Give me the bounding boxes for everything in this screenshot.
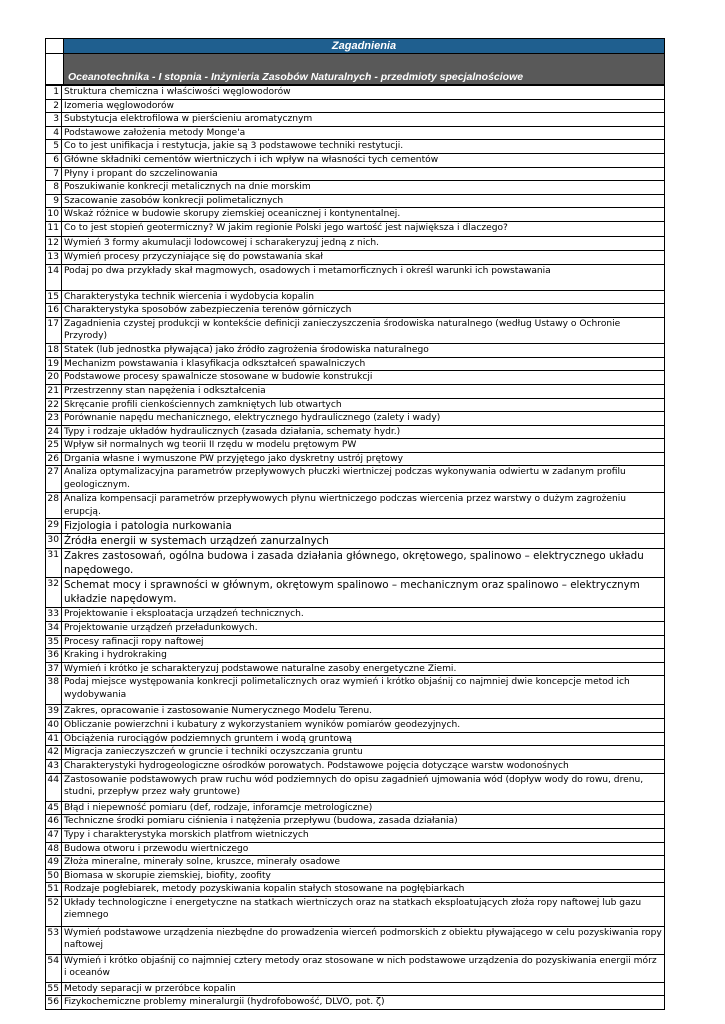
topic-cell: Charakterystyki hydrogeologiczne ośrodków porowatych. Podstawowe pojęcia dotyczące warstw wodonośnych <box>62 759 665 773</box>
table-row <box>46 466 665 493</box>
row-number: 39 <box>46 705 62 719</box>
table-row <box>46 662 665 676</box>
topic-cell: Drgania własne i wymuszone PW przyjętego jako dyskretny ustrój prętowy <box>62 452 665 466</box>
table-row <box>46 982 665 996</box>
topic-cell: Kraking i hydrokraking <box>62 649 665 663</box>
table-row <box>46 194 665 208</box>
row-number: 5 <box>46 140 62 154</box>
row-number: 40 <box>46 718 62 732</box>
subheader-row <box>45 53 665 85</box>
topic-cell: Główne składniki cementów wiertniczych i ich wpływ na własności tych cementów <box>62 153 665 167</box>
table-row <box>46 398 665 412</box>
table-row <box>46 746 665 760</box>
row-number: 49 <box>46 856 62 870</box>
table-row <box>46 452 665 466</box>
topic-cell: Metody separacji w przeróbce kopalin <box>62 982 665 996</box>
table-row <box>46 578 665 608</box>
table-row <box>46 99 665 113</box>
row-number: 1 <box>46 86 62 100</box>
row-number: 13 <box>46 250 62 264</box>
table-row <box>46 926 665 954</box>
row-number: 43 <box>46 759 62 773</box>
row-number: 23 <box>46 412 62 426</box>
table-row <box>46 896 665 926</box>
table-row <box>46 856 665 870</box>
row-number: 46 <box>46 815 62 829</box>
table-row <box>46 718 665 732</box>
topic-cell: Struktura chemiczna i właściwości węglowodorów <box>62 86 665 100</box>
row-number: 33 <box>46 608 62 622</box>
topic-cell: Wpływ sił normalnych wg teorii II rzędu w modelu prętowym PW <box>62 439 665 453</box>
row-number: 27 <box>46 466 62 493</box>
table-row <box>46 828 665 842</box>
row-number: 14 <box>46 264 62 290</box>
row-number: 7 <box>46 167 62 181</box>
table-row <box>46 954 665 982</box>
table-row <box>46 113 665 127</box>
row-number: 20 <box>46 371 62 385</box>
topic-cell: Co to jest stopień geotermiczny? W jakim regionie Polski jego wartość jest największa i dlaczego? <box>62 221 665 236</box>
row-number: 15 <box>46 290 62 304</box>
topic-cell: Analiza optymalizacyjna parametrów przepływowych płuczki wiertniczej podczas wykonywania odwiertu w zadanym profilu geologicznym. <box>62 466 665 493</box>
table-row <box>46 869 665 883</box>
topic-cell: Obciążenia rurociągów podziemnych gruntem i wodą gruntową <box>62 732 665 746</box>
topic-cell: Rodzaje pogłebiarek, metody pozyskiwania kopalin stałych stosowane na pogłębiarkach <box>62 883 665 897</box>
topic-cell: Biomasa w skorupie ziemskiej, biofity, zoofity <box>62 869 665 883</box>
topic-cell: Typy i charakterystyka morskich platfrom wietniczych <box>62 828 665 842</box>
topic-cell: Izomeria węglowodorów <box>62 99 665 113</box>
row-number: 4 <box>46 126 62 140</box>
topic-cell: Wymień i krótko objaśnij co najmniej cztery metody oraz stosowane w nich podstawowe urządzenia do pozyskiwania energii mórz i oceanów <box>62 954 665 982</box>
topic-cell: Poszukiwanie konkrecji metalicznych na dnie morskim <box>62 181 665 195</box>
row-number: 53 <box>46 926 62 954</box>
row-number: 55 <box>46 982 62 996</box>
topic-cell: Wymień i krótko je scharakteryzuj podstawowe naturalne zasoby energetyczne Ziemi. <box>62 662 665 676</box>
subheader-number-cell <box>46 54 64 84</box>
row-number: 2 <box>46 99 62 113</box>
topic-cell: Podstawowe założenia metody Monge'a <box>62 126 665 140</box>
topic-cell: Techniczne środki pomiaru ciśnienia i natężenia przepływu (budowa, zasada działania) <box>62 815 665 829</box>
table-row <box>46 649 665 663</box>
row-number: 16 <box>46 304 62 318</box>
table-row <box>46 290 665 304</box>
topic-cell: Charakterystyka sposobów zabezpieczenia terenów górniczych <box>62 304 665 318</box>
row-number: 17 <box>46 317 62 343</box>
row-number: 48 <box>46 842 62 856</box>
topic-cell: Projektowanie urządzeń przeładunkowych. <box>62 622 665 636</box>
table-row <box>46 635 665 649</box>
table-row <box>46 801 665 815</box>
topic-cell: Wskaż różnice w budowie skorupy ziemskiej oceanicznej i kontynentalnej. <box>62 208 665 222</box>
topic-cell: Mechanizm powstawania i klasyfikacja odkształceń spawalniczych <box>62 357 665 371</box>
topic-cell: Wymień podstawowe urządzenia niezbędne do prowadzenia wierceń podmorskich z obiektu pływającego w celu pozyskiwania ropy naftowej <box>62 926 665 954</box>
table-row <box>46 264 665 290</box>
table-row <box>46 250 665 264</box>
table-row <box>46 549 665 578</box>
topic-cell: Typy i rodzaje układów hydraulicznych (zasada działania, schematy hydr.) <box>62 425 665 439</box>
table-row <box>46 439 665 453</box>
topic-cell: Układy technologiczne i energetyczne na statkach wiertniczych oraz na statkach eksploatujących złoża ropy naftowej lub gazu ziemnego <box>62 896 665 926</box>
table-row <box>46 304 665 318</box>
row-number: 44 <box>46 773 62 801</box>
topic-cell: Zakres, opracowanie i zastosowanie Numerycznego Modelu Terenu. <box>62 705 665 719</box>
topic-cell: Co to jest unifikacja i restytucja, jakie są 3 podstawowe techniki restytucji. <box>62 140 665 154</box>
table-row <box>46 622 665 636</box>
row-number: 9 <box>46 194 62 208</box>
topic-cell: Procesy rafinacji ropy naftowej <box>62 635 665 649</box>
row-number: 45 <box>46 801 62 815</box>
table-row <box>46 676 665 705</box>
topic-cell: Błąd i niepewność pomiaru (def, rodzaje, inforamcje metrologiczne) <box>62 801 665 815</box>
topic-cell: Podaj po dwa przykłady skał magmowych, osadowych i metamorficznych i określ warunki ich powstawania <box>62 264 665 290</box>
row-number: 31 <box>46 549 62 578</box>
row-number: 54 <box>46 954 62 982</box>
table-row <box>46 357 665 371</box>
row-number: 50 <box>46 869 62 883</box>
topic-cell: Podaj miejsce występowania konkrecji polimetalicznych oraz wymień i krótko objaśnij co najmniej dwie koncepcje metod ich wydobywania <box>62 676 665 705</box>
table-row <box>46 842 665 856</box>
topic-cell: Wymień procesy przyczyniające się do powstawania skał <box>62 250 665 264</box>
row-number: 3 <box>46 113 62 127</box>
row-number: 38 <box>46 676 62 705</box>
table-row <box>46 773 665 801</box>
row-number: 10 <box>46 208 62 222</box>
table-row <box>46 815 665 829</box>
row-number: 8 <box>46 181 62 195</box>
topic-cell: Szacowanie zasobów konkrecji polimetalicznych <box>62 194 665 208</box>
spreadsheet <box>45 38 665 1010</box>
table-row <box>46 317 665 343</box>
row-number: 6 <box>46 153 62 167</box>
row-number: 19 <box>46 357 62 371</box>
table-row <box>46 996 665 1010</box>
topic-cell: Charakterystyka technik wiercenia i wydobycia kopalin <box>62 290 665 304</box>
table-row <box>46 759 665 773</box>
row-number: 42 <box>46 746 62 760</box>
topic-cell: Substytucja elektrofilowa w pierścieniu aromatycznym <box>62 113 665 127</box>
sheet-subtitle: Oceanotechnika - I stopnia - Inżynieria Zasobów Naturalnych - przedmioty specjalnościowe <box>64 54 664 84</box>
topic-cell: Projektowanie i eksploatacja urządzeń technicznych. <box>62 608 665 622</box>
table-row <box>46 384 665 398</box>
table-row <box>46 608 665 622</box>
row-number: 26 <box>46 452 62 466</box>
row-number: 28 <box>46 493 62 519</box>
topic-cell: Przestrzenny stan napężenia i odkształcenia <box>62 384 665 398</box>
topic-cell: Statek (lub jednostka pływająca) jako źródło zagrożenia środowiska naturalnego <box>62 343 665 357</box>
row-number: 47 <box>46 828 62 842</box>
row-number: 21 <box>46 384 62 398</box>
topic-cell: Zastosowanie podstawowych praw ruchu wód podziemnych do opisu zagadnień ujmowania wód (dopływ wody do rowu, drenu, studni, przepływ przez wały gruntowe) <box>62 773 665 801</box>
topic-cell: Wymień 3 formy akumulacji lodowcowej i scharakeryzuj jedną z nich. <box>62 236 665 250</box>
table-row <box>46 343 665 357</box>
table-row <box>46 181 665 195</box>
table-row <box>46 371 665 385</box>
topic-cell: Schemat mocy i sprawności w głównym, okrętowym spalinowo – mechanicznym oraz spalinowo – elektrycznym układzie napędowym. <box>62 578 665 608</box>
header-row <box>45 38 665 53</box>
table-row <box>46 126 665 140</box>
topic-cell: Budowa otworu i przewodu wiertniczego <box>62 842 665 856</box>
row-number: 35 <box>46 635 62 649</box>
table-row <box>46 519 665 534</box>
row-number: 36 <box>46 649 62 663</box>
table-row <box>46 705 665 719</box>
table-row <box>46 221 665 236</box>
table-row <box>46 86 665 100</box>
row-number: 30 <box>46 534 62 549</box>
sheet-title: Zagadnienia <box>64 39 664 53</box>
topic-cell: Analiza kompensacji parametrów przepływowych płynu wiertniczego podczas wiercenia przez warstwy o dużym zagrożeniu erupcją. <box>62 493 665 519</box>
table-row <box>46 732 665 746</box>
topic-cell: Podstawowe procesy spawalnicze stosowane w budowie konstrukcji <box>62 371 665 385</box>
table-row <box>46 883 665 897</box>
topic-cell: Skręcanie profili cienkościennych zamkniętych lub otwartych <box>62 398 665 412</box>
topic-cell: Złoża mineralne, minerały solne, kruszce, minerały osadowe <box>62 856 665 870</box>
table-row <box>46 208 665 222</box>
topic-cell: Fizykochemiczne problemy mineralurgii (hydrofobowość, DLVO, pot. ζ) <box>62 996 665 1010</box>
row-number: 12 <box>46 236 62 250</box>
row-number: 41 <box>46 732 62 746</box>
row-number: 24 <box>46 425 62 439</box>
table-row <box>46 493 665 519</box>
row-number: 11 <box>46 221 62 236</box>
row-number: 52 <box>46 896 62 926</box>
topic-cell: Fizjologia i patologia nurkowania <box>62 519 665 534</box>
row-number: 37 <box>46 662 62 676</box>
table-row <box>46 412 665 426</box>
table-row <box>46 534 665 549</box>
table-row <box>46 153 665 167</box>
topic-cell: Migracja zanieczyszczeń w gruncie i techniki oczyszczania gruntu <box>62 746 665 760</box>
row-number: 18 <box>46 343 62 357</box>
topic-cell: Źródła energii w systemach urządzeń zanurzalnych <box>62 534 665 549</box>
row-number: 29 <box>46 519 62 534</box>
header-number-cell <box>46 39 64 53</box>
table-row <box>46 140 665 154</box>
row-number: 25 <box>46 439 62 453</box>
topic-cell: Porównanie napędu mechanicznego, elektrycznego hydraulicznego (zalety i wady) <box>62 412 665 426</box>
table-row <box>46 236 665 250</box>
row-number: 56 <box>46 996 62 1010</box>
topic-cell: Obliczanie powierzchni i kubatury z wykorzystaniem wyników pomiarów geodezyjnych. <box>62 718 665 732</box>
row-number: 34 <box>46 622 62 636</box>
row-number: 22 <box>46 398 62 412</box>
row-number: 32 <box>46 578 62 608</box>
topic-cell: Płyny i propant do szczelinowania <box>62 167 665 181</box>
table-row <box>46 425 665 439</box>
topic-cell: Zakres zastosowań, ogólna budowa i zasada działania głównego, okrętowego, spalinowo – elektrycznego układu napędowego. <box>62 549 665 578</box>
topic-cell: Zagadnienia czystej produkcji w kontekście definicji zanieczyszczenia środowiska naturalnego (według Ustawy o Ochronie Przyrody) <box>62 317 665 343</box>
topics-table <box>45 85 665 1010</box>
table-row <box>46 167 665 181</box>
row-number: 51 <box>46 883 62 897</box>
